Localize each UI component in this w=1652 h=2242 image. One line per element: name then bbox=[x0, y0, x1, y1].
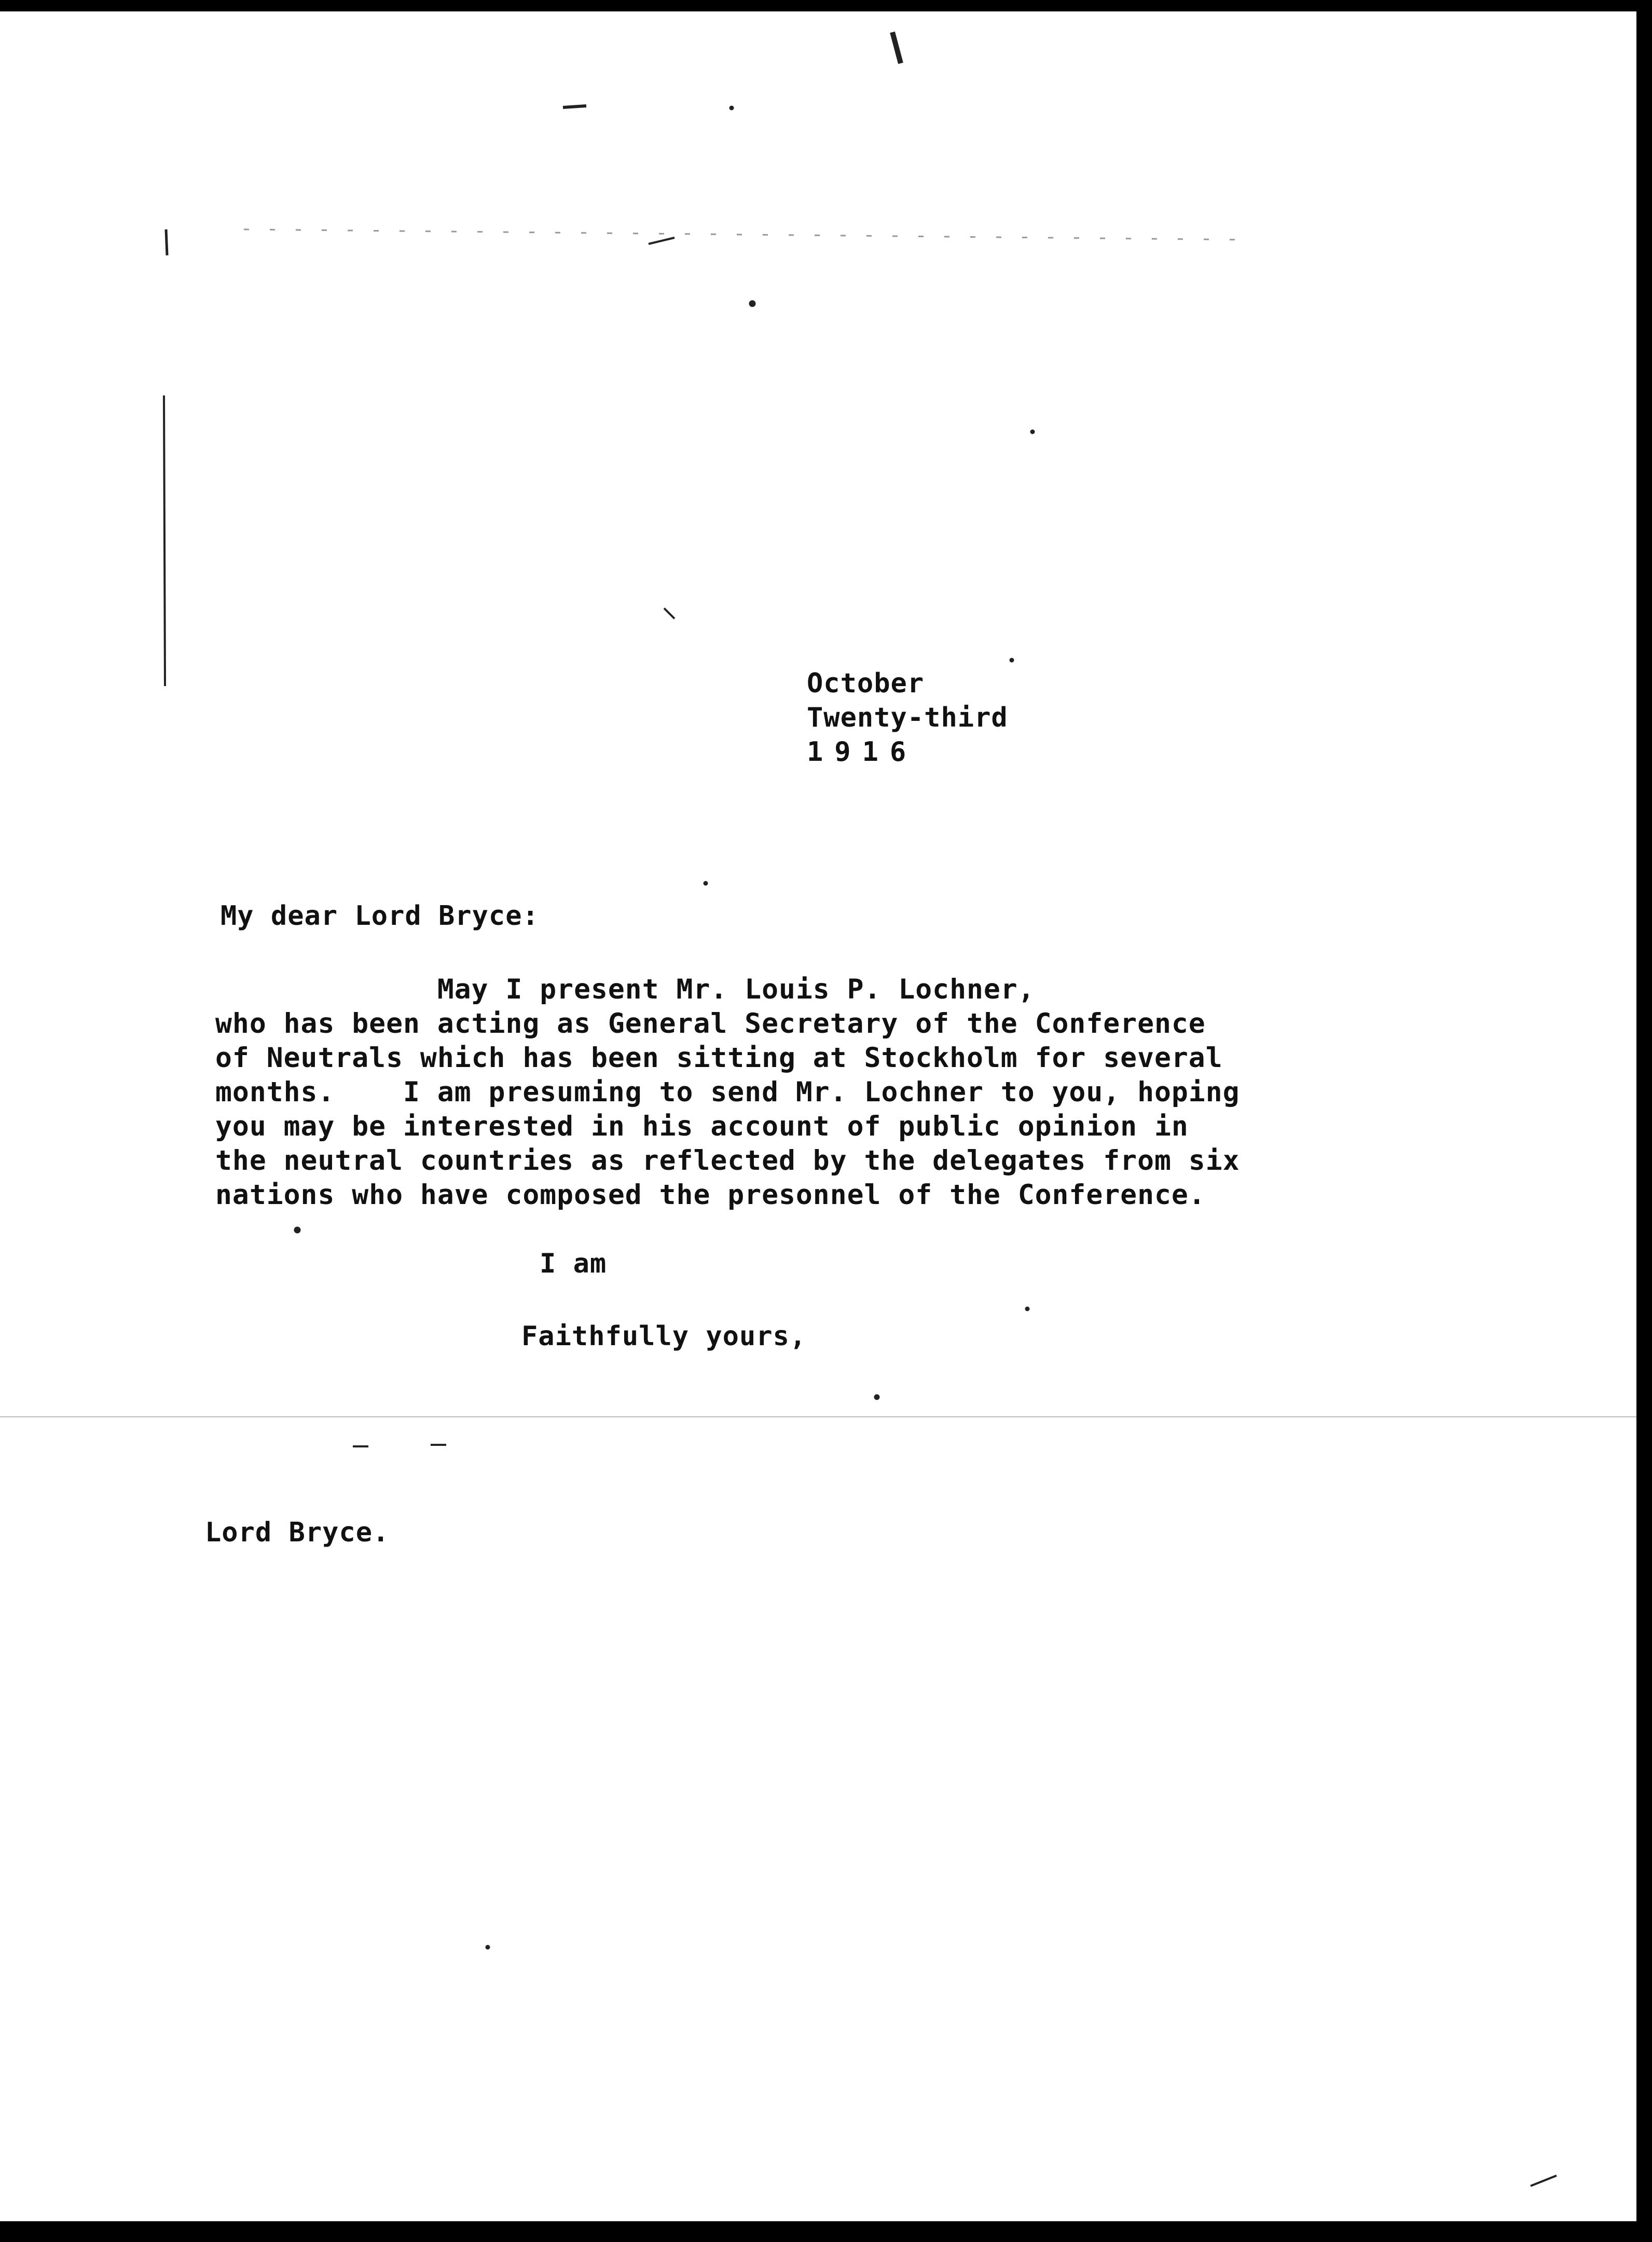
addressee: Lord Bryce. bbox=[205, 1517, 390, 1548]
salutation: My dear Lord Bryce: bbox=[221, 900, 539, 932]
date-day: Twenty-third bbox=[807, 702, 1008, 733]
letter-page bbox=[0, 11, 1636, 2221]
letter-body: May I present Mr. Louis P. Lochner, who has been acting as General Secretary of the Conference of Neutrals which has been sitting at Stockholm for several months. I am presuming to send Mr. Lochner to you, hoping you may be interested in his account of public opinion in the neutral countries as reflected by the delegates from six nations who have composed the presonnel of the Conference. bbox=[215, 974, 1240, 1211]
complimentary-close: Faithfully yours, bbox=[521, 1321, 807, 1352]
date-year: 1916 bbox=[807, 736, 918, 768]
closing-line: I am bbox=[540, 1248, 607, 1279]
date-month: October bbox=[807, 668, 925, 699]
